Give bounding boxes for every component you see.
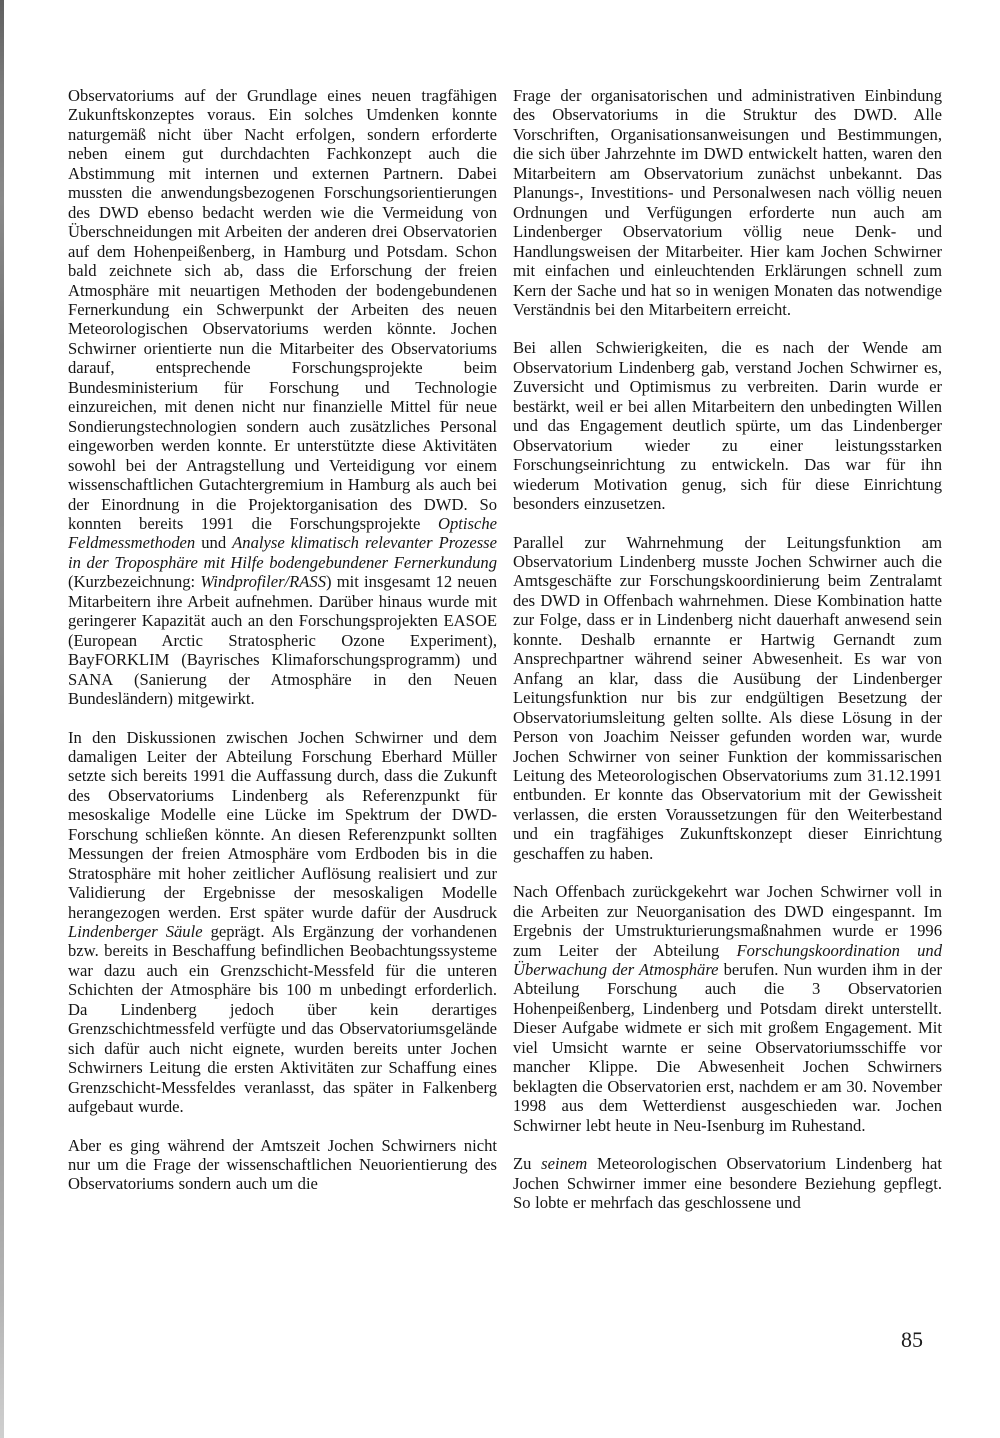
paragraph (513, 1154, 942, 1212)
text-run: Parallel zur Wahrnehmung der Leitungsfunktion am Observatorium Lindenberg musste Jochen Schwirner auch die Amtsgeschäfte zur Forschungskoordinierung beim Zentralamt des DWD in Offenbach wahrnehmen. Diese Kombination hatte zur Folge, dass er in Lindenberg nicht dauerhaft anwesend sein konnte. Deshalb ernannte er Hartwig Gernandt zum Ansprechpartner während seiner Abwesenheit. Es war von Anfang an klar, dass die Ausübung der Lindenberger Leitungsfunktion nur bis zur endgültigen Besetzung der Observatoriumsleitung gelten sollte. Als diese Lösung in der Person von Joachim Neisser gefunden worden war, wurde Jochen Schwirner von seiner Funktion der kommissarischen Leitung des Meteorologischen Observatoriums zum 31.12.1991 entbunden. Er konnte das Observatorium mit der Gewissheit verlassen, die ersten Voraussetzungen für den Weiterbestand und ein tragfähiges Zukunftskonzept dieser Einrichtung geschaffen zu haben. (513, 532, 942, 863)
text-run: (Kurzbezeichnung: (68, 572, 201, 592)
scan-edge-shadow (0, 0, 4, 1438)
page-number: 85 (901, 1327, 923, 1352)
italic-text-run: Windprofiler/RASS (200, 572, 327, 592)
text-run: Meteorologischen Observatorium Lindenberg hat Jochen Schwirner immer eine besondere Beziehung gepflegt. So lobte er mehrfach das geschlossene und (513, 1154, 942, 1213)
text-columns (68, 86, 942, 1212)
text-run: Nach Offenbach zurückgekehrt war Jochen Schwirner voll in die Arbeiten zur Neuorganisation des DWD eingespannt. Im Ergebnis der Umstrukturierungsmaßnahmen wurde er 1996 zum Leiter der Abteilung (513, 882, 942, 960)
paragraph (68, 1136, 497, 1194)
text-run: Observatoriums auf der Grundlage eines neuen tragfähigen Zukunftskonzeptes voraus. Ein solches Umdenken konnte naturgemäß nicht über Nacht erfolgen, sondern erforderte neben einem gut durchdachten Fachkonzept auch die Abstimmung mit internen und externen Partnern. Dabei mussten die anwendungsbezogenen Forschungsorientierungen des DWD ebenso bedacht werden wie die Vermeidung von Überschneidungen mit Arbeiten der anderen drei Observatorien auf dem Hohenpeißenberg, in Hamburg und Potsdam. Schon bald zeichnete sich ab, dass die Erforschung der freien Atmosphäre mit neuartigen Methoden der bodengebundenen Fernerkundung ein Schwerpunkt der Arbeiten des neuen Meteorologischen Observatoriums werden könnte. Jochen Schwirner orientierte nun die Mitarbeiter des Observatoriums darauf, entsprechende Forschungsprojekte beim Bundesministerium für Forschung und Technologie einzureichen, mit denen nicht nur finanzielle Mittel für neue Sondierungstechnologien sondern auch zusätzliches Personal eingeworben werden konnte. Er unterstützte diese Aktivitäten sowohl bei der Antragstellung und Verteidigung vor einem wissenschaftlichen Gutachtergremium in Hamburg als auch bei der Einordnung in die Projektorganisation des DWD. So konnten bereits 1991 die Forschungsprojekte (68, 86, 497, 533)
paragraph (68, 728, 497, 1117)
paragraph (513, 533, 942, 864)
text-run: Zu (513, 1154, 542, 1174)
italic-text-run: Analyse klimatisch relevanter Prozesse in der Troposphäre mit Hilfe bodengebundener Fernerkundung (68, 533, 497, 572)
right-text-column (513, 86, 942, 1212)
italic-text-run: Forschungskoordination und Überwachung der Atmosphäre (513, 940, 942, 980)
text-run: Bei allen Schwierigkeiten, die es nach der Wende am Observatorium Lindenberg gab, verstand Jochen Schwirner es, Zuversicht und Optimismus zu verbreiten. Darin wurde er bestärkt, weil er bei allen Mitarbeitern den unbedingten Willen und das Engagement deutlich spürte, um das Lindenberger Observatorium wieder zu einer leistungsstarken Forschungseinrichtung zu entwickeln. Das war für ihn wiederum Motivation genug, sich für diese Einrichtung besonders einzusetzen. (513, 338, 942, 514)
italic-text-run: Lindenberger Säule (68, 922, 203, 942)
text-run: Frage der organisatorischen und administrativen Einbindung des Observatoriums in die Struktur des DWD. Alle Vorschriften, Organisationsanweisungen und Bestimmungen, die sich über Jahrzehnte im DWD entwickelt hatten, waren den Mitarbeitern am Observatorium zunächst unbekannt. Das Planungs-, Investitions- und Personalwesen nach völlig neuen Ordnungen und Verfügungen erforderte nun auch am Lindenberger Observatorium völlig neue Denk- und Handlungsweisen der Mitarbeiter. Hier kam Jochen Schwirner mit einfachen und einleuchtenden Erklärungen schnell zum Kern der Sache und hat so in wenigen Monaten das notwendige Verständnis bei den Mitarbeitern erreicht. (513, 86, 942, 319)
text-run: berufen. Nun wurden ihm in der Abteilung Forschung auch die 3 Observatorien Hohenpeißenberg, Lindenberg und Potsdam direkt unterstellt. Dieser Aufgabe widmete er sich mit großem Engagement. Mit viel Umsicht warnte er seine Observatoriumsschiffe vor mancher Klippe. Die Abwesenheit Jochen Schwirners beklagten die Observatorien erst, nachdem er am 30. November 1998 aus dem Wetterdienst ausgeschieden war. Jochen Schwirner lebt heute in Neu-Isenburg im Ruhestand. (513, 960, 942, 1135)
text-run: In den Diskussionen zwischen Jochen Schwirner und dem damaligen Leiter der Abteilung Forschung Eberhard Müller setzte sich bereits 1991 die Auffassung durch, dass die Zukunft des Observatoriums Lindenberg als Referenzpunkt für mesoskalige Modelle eine Lücke im Spektrum der DWD-Forschung schließen könnte. An diesen Referenzpunkt sollten Messungen der freien Atmosphäre vom Erdboden bis in die Stratosphäre mit hoher zeitlicher Auflösung realisiert und zur Validierung der Ergebnisse der mesoskaligen Modelle herangezogen werden. Erst später wurde dafür der Ausdruck (68, 727, 497, 922)
text-run: ) mit insgesamt 12 neuen Mitarbeitern ihre Arbeit aufnehmen. Darüber hinaus wurde mit geringerer Kapazität auch an den Forschungsprojekten EASOE (European Arctic Stratospheric Ozone Experiment), BayFORKLIM (Bayrisches Klimaforschungsprogramm) und SANA (Sanierung der Atmosphäre in den Neuen Bundesländern) mitgewirkt. (68, 572, 497, 709)
text-run: geprägt. Als Ergänzung der vorhandenen bzw. bereits in Beschaffung befindlichen Beobachtungssysteme war dazu auch ein Grenzschicht-Messfeld für die unteren Schichten der Atmosphäre bis 100 m unbedingt erforderlich. Da Lindenberg jedoch über kein derartiges Grenzschichtmessfeld verfügte und das Observatoriumsgelände sich dafür auch nicht eignete, wurden bereits unter Jochen Schwirners Leitung die ersten Aktivitäten zur Schaffung eines Grenzschicht-Messfeldes veranlasst, das später in Falkenberg aufgebaut wurde. (68, 922, 498, 1117)
paragraph (68, 86, 497, 709)
text-run: und (195, 533, 233, 553)
paragraph (513, 338, 942, 513)
paragraph (513, 86, 942, 319)
text-run: Aber es ging während der Amtszeit Jochen Schwirners nicht nur um die Frage der wissenschaftlichen Neuorientierung des Observatoriums sondern auch um die (68, 1135, 497, 1194)
paragraph (513, 882, 942, 1135)
left-text-column (68, 86, 497, 1212)
italic-text-run: seinem (541, 1154, 588, 1174)
italic-text-run: Optische Feldmessmethoden (68, 513, 497, 553)
